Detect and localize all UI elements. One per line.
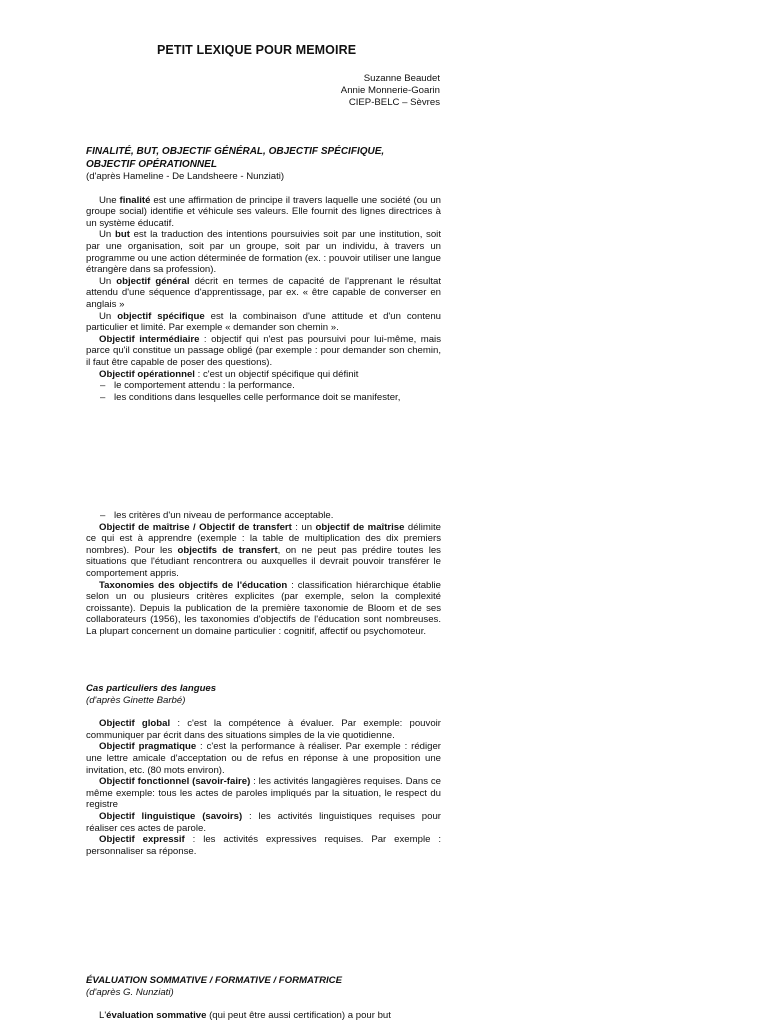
paragraph-objectif-pragmatique: Objectif pragmatique : c'est la performance à réaliser. Par exemple : rédiger une lettre amicale d'acceptation ou de refus en réponse à une proposition une invitation, etc. (80 mots environ). <box>86 741 442 776</box>
author-block <box>341 73 440 109</box>
section-heading <box>86 146 441 171</box>
section-langues <box>86 683 441 857</box>
section-evaluation <box>86 975 441 1022</box>
section-heading: Cas particuliers des langues <box>86 683 217 694</box>
paragraph-objectif-operationnel: Objectif opérationnel : c'est un objectif spécifique qui définit <box>99 368 359 380</box>
section-source: (d'après Ginette Barbé) <box>86 694 186 706</box>
author-affiliation: CIEP-BELC – Sèvres <box>348 97 440 108</box>
paragraph-objectif-general: Un objectif général décrit en termes de capacité de l'apprenant le résultat attendu d'une séquence d'apprentissage, par ex. « être capable de converser en anglais » <box>86 275 442 310</box>
section-source: (d'après G. Nunziati) <box>86 986 174 998</box>
paragraph-finalite: Une finalité est une affirmation de principe il travers laquelle une société (ou un groupe social) identifie et véhicule ses valeurs. Elle fournit des lignes directrices à un système éducatif. <box>86 194 441 229</box>
section-objectifs-continued <box>86 510 441 638</box>
paragraph-objectif-fonctionnel: Objectif fonctionnel (savoir-faire) : les activités langagières requises. Dans ce même exemple: tous les actes de paroles impliqués par la situation, le respect du registre <box>86 776 441 811</box>
paragraph-objectif-linguistique: Objectif linguistique (savoirs) : les activités linguistiques requises pour réaliser ces actes de parole. <box>86 810 441 834</box>
author-name: Annie Monnerie-Goarin <box>340 85 440 96</box>
paragraph-objectif-intermediaire: Objectif intermédiaire : objectif qui n'est pas poursuivi pour lui-même, mais parce qu'il constitue un passage obligé (par exemple : pour demander son chemin, il faut être capable de poser des questions). <box>86 333 441 368</box>
paragraph-objectif-global: Objectif global : c'est la compétence à évaluer. Par exemple: pouvoir communiquer par écrit dans des situations simples de la vie quotidienne. <box>86 718 441 741</box>
section-objectifs <box>86 146 441 403</box>
paragraph-objectif-specifique: Un objectif spécifique est la combinaison d'une attitude et d'un contenu particulier et limité. Par exemple « demander son chemin ». <box>86 310 442 334</box>
author-name: Suzanne Beaudet <box>363 73 440 84</box>
list-item: – les critères d'un niveau de performance acceptable. <box>100 510 334 521</box>
paragraph-maitrise-transfert: Objectif de maîtrise / Objectif de transfert : un objectif de maîtrise délimite ce qui est à apprendre (exemple : la table de multiplication des dix premiers nombres). Pour les objectifs de transfert, on ne peut pas prédire toutes les situations que l'étudiant rencontrera ou auxquelles il devrait pouvoir transférer le comportement appris. <box>86 521 441 579</box>
section-heading-line: FINALITÉ, BUT, OBJECTIF GÉNÉRAL, OBJECTIF SPÉCIFIQUE, <box>86 146 385 157</box>
section-source: (d'après Hameline - De Landsheere - Nunziati) <box>86 171 285 182</box>
section-heading-line: OBJECTIF OPÉRATIONNEL <box>86 158 217 170</box>
list-item: – les conditions dans lesquelles celle performance doit se manifester, <box>100 391 401 403</box>
paragraph-taxonomies: Taxonomies des objectifs de l'éducation : classification hiérarchique établie selon un ou plusieurs critères explicites (par exemple, selon la complexité croissante). Depuis la publication de la première taxonomie de Bloom et de ses collaborateurs (1956), les taxonomies d'objectifs de l'éducation sont nombreuses. La plupart concernent un domaine particulier : cognitif, affectif ou psychomoteur. <box>86 579 441 637</box>
paragraph-objectif-expressif: Objectif expressif : les activités expressives requises. Par exemple : personnaliser sa réponse. <box>86 834 441 857</box>
list-item: – le comportement attendu : la performance. <box>100 380 295 392</box>
section-heading: ÉVALUATION SOMMATIVE / FORMATIVE / FORMATRICE <box>86 975 342 986</box>
paragraph-evaluation-sommative: L'évaluation sommative (qui peut être aussi certification) a pour but <box>99 1010 391 1022</box>
paragraph-but: Un but est la traduction des intentions poursuivies soit par une institution, soit par une organisation, soit par un groupe, soit par un individu, à travers un programme ou une action déterminée de formation (ex. : pouvoir utiliser une langue étrangère dans sa profession). <box>86 229 441 276</box>
page-title: PETIT LEXIQUE POUR MEMOIRE <box>157 43 357 57</box>
